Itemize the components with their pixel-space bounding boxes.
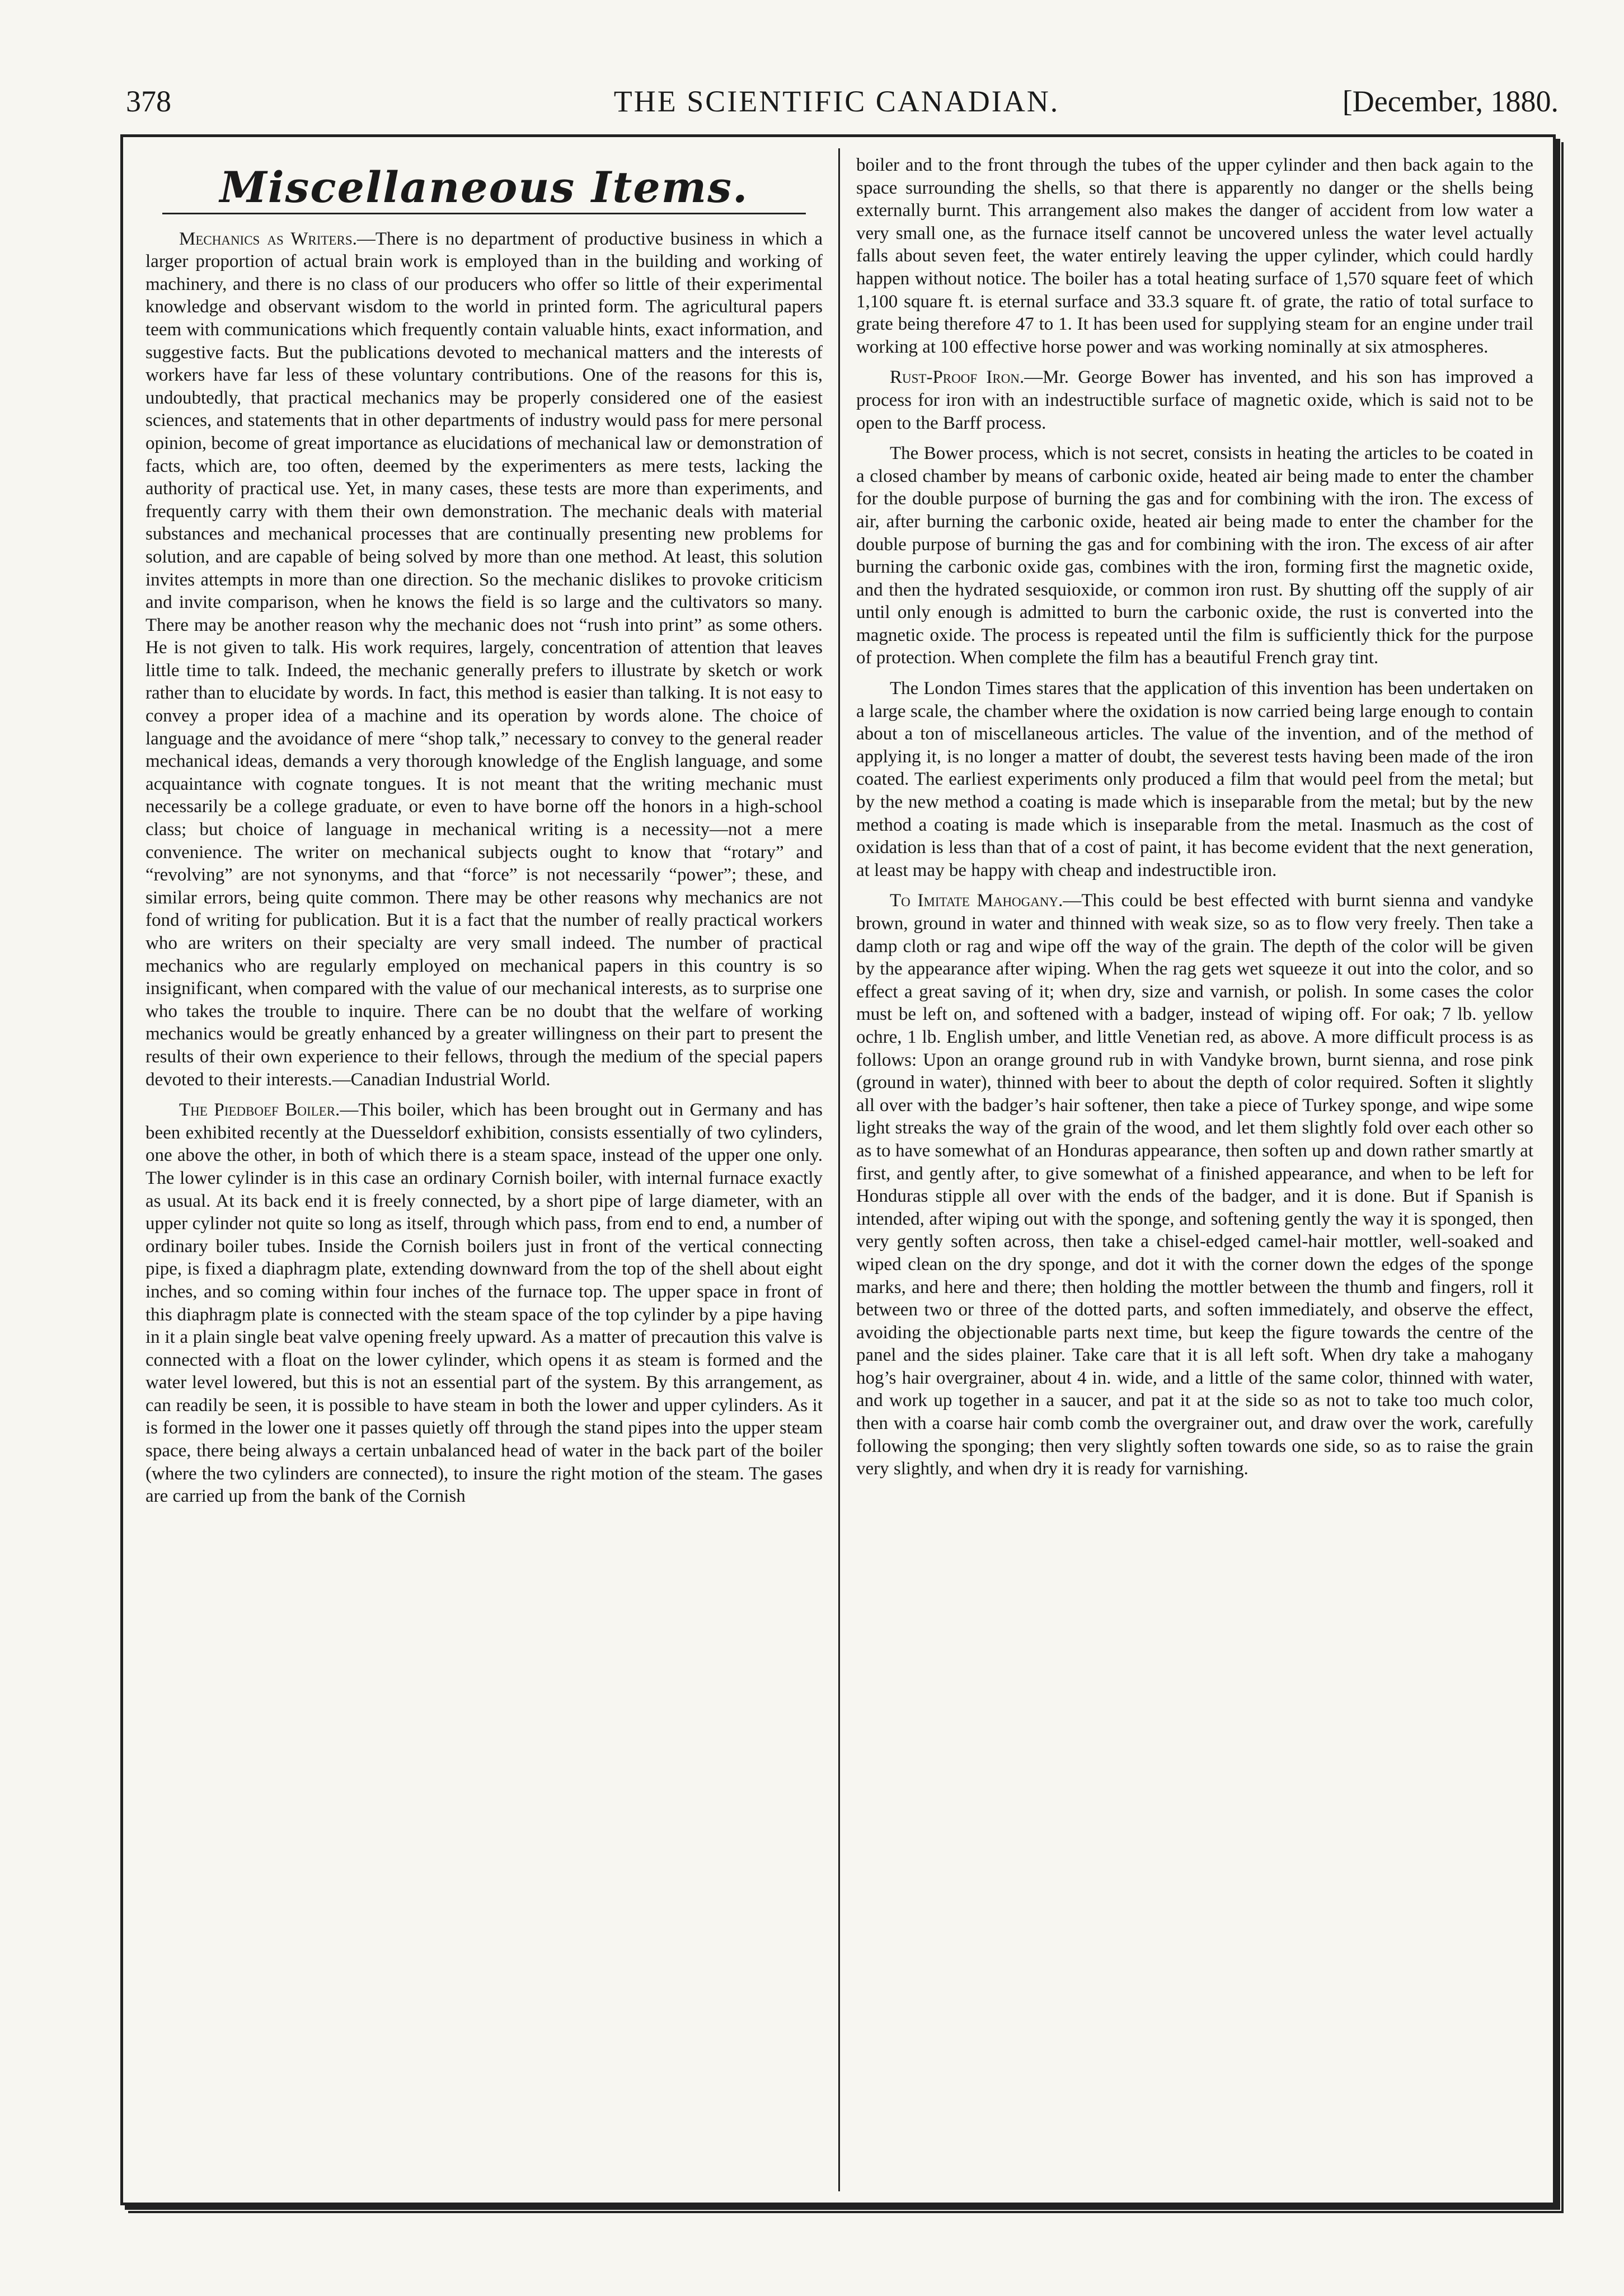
article-mechanics-as-writers <box>145 228 823 1091</box>
article-body: —This boiler, which has been brought out in Germany and has been exhibited recently at the Duesseldorf exhibition, consists essentially of two cylinders, one above the other, in both of which there is a steam space, instead of the upper one only. The lower cylinder is in this case an ordinary Cornish boiler, with internal furnace exactly as usual. At its back end it is freely connected, by a short pipe of large diameter, with an upper cylinder not quite so long as itself, through which pass, from end to end, a number of ordinary boiler tubes. Inside the Cornish boilers just in front of the vertical connecting pipe, is fixed a diaphragm plate, extending downward from the top of the shell about eight inches, and so coming within four inches of the furnace top. The upper space in front of this diaphragm plate is connected with the steam space of the top cylinder by a pipe having in it a plain single beat valve opening freely upward. As a matter of precaution this valve is connected with a float on the lower cylinder, which opens it as steam is formed and the water level lowered, but this is not an essential part of the system. By this arrangement, as can readily be seen, it is possible to have steam in both the lower and upper cylinders. As it is formed in the lower one it passes quietly off through the stand pipes into the upper steam space, there being always a certain unbalanced head of water in the back part of the boiler (where the two cylinders are connected), to insure the right motion of the steam. The gases are carried up from the bank of the Cornish <box>145 1100 823 1507</box>
issue-date: [December, 1880. <box>1342 85 1559 118</box>
article-paragraph: The Bower process, which is not secret, consists in heating the articles to be coated in a closed chamber by means of carbonic oxide, heated air being made to enter the chamber for the double purpose of burning the gas and for combining with the iron. The excess of air, after burning the carbonic oxide, heated air being made to enter the chamber for the double purpose of burning the gas and for combining with the iron. The excess of air after burning the carbonic oxide gas, combines with the iron, forming first the magnetic oxide, and then the hydrated sesquioxide, or common iron rust. By shutting off the supply of air until only enough is admitted to burn the carbonic oxide, the rust is converted into the magnetic oxide. The process is repeated until the film is sufficiently thick for the purpose of protection. When complete the film has a beautiful French gray tint. <box>856 443 1533 668</box>
article-lead: Mechanics as Writers. <box>179 228 357 249</box>
page-number: 378 <box>126 85 171 118</box>
article-continuation: boiler and to the front through the tubes of the upper cylinder and then back again to the space surrounding the shells, so that there is apparently no danger or the shells being externally burnt. This arrangement also makes the danger of accident from low water a very small one, as the furnace itself cannot be uncovered unless the water level actually falls about seven feet, the water entirely leaving the upper cylinder, which could hardly happen without notice. The boiler has a total heating surface of 1,570 square feet of which 1,100 square ft. is eternal surface and 33.3 square ft. of grate, the ratio of total surface to grate being therefore 47 to 1. It has been used for supplying steam for an engine under trail working at 100 effective horse power and was working nominally at six atmospheres. <box>856 155 1533 357</box>
column-divider <box>838 148 840 2191</box>
article-body: —This could be best effected with burnt sienna and vandyke brown, ground in water and thinned with weak size, so as to flow very freely. Then take a damp cloth or rag and wipe off the way of the grain. The depth of the color will be given by the appearance after wiping. When the rag gets wet squeeze it out into the color, and so effect a great saving of it; when dry, size and varnish, or polish. In some cases the color must be left on, and softened with a badger, instead of wiping off. For oak; 7 lb. yellow ochre, 1 lb. English umber, and little Venetian red, as above. A more difficult process is as follows: Upon an orange ground rub in with Vandyke brown, burnt sienna, and rose pink (ground in water), thinned with beer to about the depth of color required. Soften it slightly all over with the badger’s hair softener, then take a piece of Turkey sponge, and wipe some light streaks the way of the grain of the wood, and let them slightly fold over each other so as to have somewhat of an Honduras appearance, then soften up and down rather smartly at first, and gently after, to give somewhat of a finished appearance, and when to be left for Honduras stipple all over with the ends of the badger, and it is done. But if Spanish is intended, after wiping out with the sponge, and softening gently the way it is sponged, then very gently soften across, then take a chisel-edged camel-hair mottler, well-soaked and wiped clean on the dry sponge, and dot it with the corner down the edges of the sponge marks, and here and there; then holding the mottler between the thumb and fingers, roll it between two or three of the dotted parts, and soften immediately, and observe the effect, avoiding the objectionable parts next time, but keep the figure towards the centre of the panel and the sides plainer. Take care that it is all left soft. When dry take a mahogany hog’s hair overgrainer, about 4 in. wide, and a little of the same color, thinned with water, and work up together in a saucer, and pat it at the side so as not to take too much color, then with a coarse hair comb comb the overgrainer out, and draw over the work, carefully following the sponging; then very slightly soften towards one side, so as to raise the grain very slightly, and when dry it is ready for varnishing. <box>856 891 1533 1479</box>
right-column <box>856 154 1533 2186</box>
article-lead: To Imitate Mahogany. <box>890 891 1063 911</box>
left-column <box>145 154 823 2186</box>
article-imitate-mahogany <box>856 889 1533 1480</box>
article-body: —Mr. George Bower has invented, and his son has improved a process for iron with an indestructible surface of magnetic oxide, which is said not to be open to the Barff process. <box>856 367 1533 433</box>
article-piedboef-boiler <box>145 1099 823 1508</box>
article-body: —There is no department of productive business in which a larger proportion of actual brain work is employed than in the building and working of machinery, and there is no class of our producers who offer so little of their experimental knowledge and observant wisdom to the world in printed form. The agricultural papers teem with communications which frequently contain valuable hints, exact information, and suggestive facts. But the publications devoted to mechanical matters and the interests of workers have far less of these voluntary contributions. One of the reasons for this is, undoubtedly, that practical mechanics may be properly considered one of the easiest sciences, and statements that in other departments of industry would pass for mere personal opinion, become of great importance as elucidations of mechanical law or demonstration of facts, which are, too often, deemed by the experimenters as mere tests, lacking the authority of practical use. Yet, in many cases, these tests are more than experiments, and frequently carry with them their own demonstration. The mechanic deals with material substances and mechanical processes that are continually presenting new problems for solution, and are capable of being solved by more than one method. At least, this solution invites attempts in more than one direction. So the mechanic dislikes to provoke criticism and invite comparison, when he knows the field is so large and the cultivators so many. There may be another reason why the mechanic does not “rush into print” as some others. He is not given to talk. His work requires, largely, concentration of attention that leaves little time to talk. Indeed, the mechanic generally prefers to illustrate by sketch or work rather than to elucidate by words. In fact, this method is easier than talking. It is not easy to convey a proper idea of a machine and its operation by words alone. The choice of language and the avoidance of mere “shop talk,” necessary to convey to the general reader mechanical ideas, demands a very thorough knowledge of the English language, and some acquaintance with cognate tongues. It is not meant that the writing mechanic must necessarily be a college graduate, or even to have borne off the honors in a high-school class; but choice of language in mechanical writing is a necessity—not a mere convenience. The writer on mechanical subjects ought to know that “rotary” and “revolving” are not synonyms, and that “force” is not necessarily “power”; these, and similar errors, being quite common. There may be other reasons why mechanics are not fond of writing for publication. But it is a fact that the number of really practical workers who are writers on their specialty are very small indeed. The number of practical mechanics who are regularly employed on mechanical papers in this country is so insignificant, when compared with the value of our mechanical interests, as to surprise one who takes the trouble to inquire. There can be no doubt that the welfare of working mechanics would be greatly enhanced by a greater willingness on their part to present the results of their own experience to their fellows, through the medium of the special papers devoted to their interests.—Canadian Industrial World. <box>145 228 823 1090</box>
article-lead: Rust-Proof Iron. <box>890 367 1025 388</box>
journal-title: THE SCIENTIFIC CANADIAN. <box>613 85 1060 118</box>
section-heading: Miscellaneous Items. <box>219 162 749 212</box>
article-rust-proof-iron <box>856 366 1533 434</box>
page-frame <box>120 134 1556 2205</box>
article-paragraph: The London Times stares that the application of this invention has been undertaken on a large scale, the chamber where the oxidation is now carried being large enough to contain about a ton of miscellaneous articles. The value of the invention, and of the method of applying it, is no longer a matter of doubt, the severest tests having been made of the iron coated. The earliest experiments only produced a film that would peel from the metal; but by the new method a coating is made which is inseparable from the metal; but by the new method a coating is made which is inseparable from the metal. Inasmuch as the cost of oxidation is less than that of a cost of paint, it has become evident that the next generation, at least may be happy with cheap and indestructible iron. <box>856 678 1533 880</box>
heading-rule <box>162 213 806 214</box>
article-lead: The Piedboef Boiler. <box>179 1100 340 1121</box>
page-header <box>115 84 1559 129</box>
